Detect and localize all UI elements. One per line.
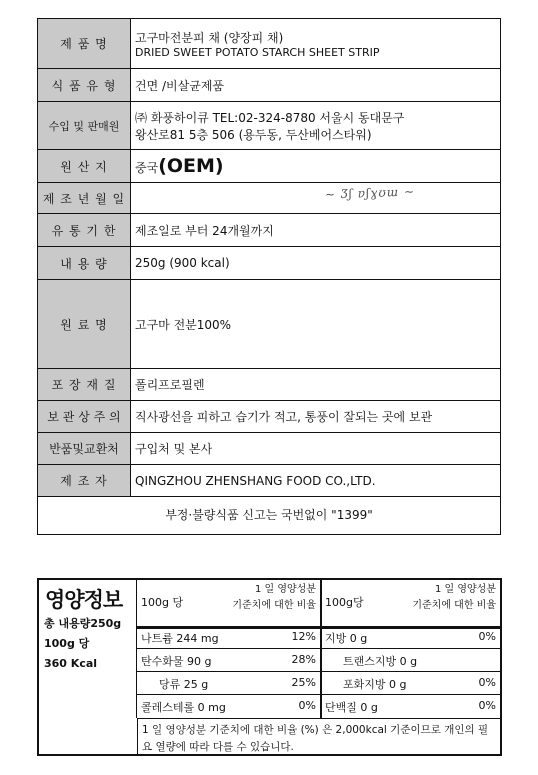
nutrition-per: 100g 당 <box>44 637 90 650</box>
storage-label: 보 관 상 주 의 <box>38 401 131 433</box>
nutrient-name: 탄수화물 90 g <box>141 655 212 668</box>
nutrient-percent: 25% <box>291 676 316 689</box>
nutrition-header-right <box>321 580 500 629</box>
manufacturer-value: QINGZHOU ZHENSHANG FOOD CO.,LTD. <box>131 465 501 497</box>
origin-country: 중국 <box>135 161 159 175</box>
row-ingredients <box>38 280 501 369</box>
row-origin <box>38 150 501 183</box>
header-right-label: 100g당 <box>325 596 364 609</box>
manufacturer-label: 제 조 자 <box>38 465 131 497</box>
food-type-value: 건면 /비살균제품 <box>131 69 501 102</box>
row-product-name <box>38 19 501 69</box>
nutrient-row <box>137 649 320 672</box>
nutrition-title: 영양정보 <box>45 587 123 612</box>
nutrient-percent: 0% <box>478 630 496 643</box>
row-expiry <box>38 214 501 247</box>
nutrient-name: 나트륨 244 mg <box>141 632 219 645</box>
row-manufacturer <box>38 465 501 497</box>
origin-label: 원 산 지 <box>38 150 131 183</box>
product-name-en: DRIED SWEET POTATO STARCH SHEET STRIP <box>135 45 380 59</box>
nutrient-percent: 0% <box>478 699 496 712</box>
importer-line-1: ㈜ 화풍하이큐 TEL:02-324-8780 서울시 동대문구 <box>135 110 405 125</box>
nutrient-percent: 0% <box>298 699 316 712</box>
origin-oem: (OEM) <box>158 155 224 177</box>
nutrient-percent: 0% <box>478 676 496 689</box>
nutrient-name: 지방 0 g <box>325 632 368 645</box>
manufacture-date-value <box>131 183 501 214</box>
nutrient-percent: 12% <box>291 630 316 643</box>
ingredients-label: 원 료 명 <box>38 280 131 369</box>
report-notice: 부정·불량식품 신고는 국번없이 "1399" <box>37 497 501 535</box>
nutrition-header-left <box>137 580 320 629</box>
row-return <box>38 433 501 465</box>
nutrition-total: 총 내용량250g <box>44 617 122 630</box>
manufacture-date-label: 제 조 년 월 일 <box>38 183 131 214</box>
nutrient-row <box>321 695 500 717</box>
return-value: 구입처 및 본사 <box>131 433 501 465</box>
row-packaging <box>38 369 501 401</box>
expiry-label: 유 통 기 한 <box>38 214 131 247</box>
food-type-label: 식 품 유 형 <box>38 69 131 102</box>
nutrient-name: 콜레스테롤 0 mg <box>141 701 226 714</box>
importer-line-2: 왕산로81 5층 506 (용두동, 두산베어스타워) <box>135 127 372 142</box>
product-name-ko: 고구마전분피 채 (양장피 채) <box>135 30 284 45</box>
header-left-dv-line1: 1 일 영양성분 <box>254 584 316 595</box>
nutrient-row <box>321 626 500 649</box>
nutrient-name: 포화지방 0 g <box>343 678 407 691</box>
nutrient-row <box>321 649 500 672</box>
return-label: 반품및교환처 <box>38 433 131 465</box>
product-info-table <box>37 18 501 497</box>
nutrition-footnote: 1 일 영양성분 기준치에 대한 비율 (%) 은 2,000kcal 기준이므로 개인의 필요 열량에 따라 다를 수 있습니다. <box>137 718 500 754</box>
nutrient-name: 단백질 0 g <box>325 701 378 714</box>
nutrition-facts-panel <box>37 578 502 756</box>
expiry-value: 제조일로 부터 24개월까지 <box>131 214 501 247</box>
nutrient-row <box>137 672 320 695</box>
packaging-value: 폴리프로필렌 <box>131 369 501 401</box>
column-divider <box>320 580 322 718</box>
header-right-dv-line1: 1 일 영양성분 <box>434 584 496 595</box>
nutrition-grid <box>137 580 500 718</box>
header-left-label: 100g 당 <box>141 596 184 609</box>
nutrient-percent: 28% <box>291 653 316 666</box>
packaging-label: 포 장 재 질 <box>38 369 131 401</box>
nutrient-name: 트랜스지방 0 g <box>343 655 418 668</box>
content-value: 250g (900 kcal) <box>131 247 501 280</box>
content-label: 내 용 량 <box>38 247 131 280</box>
header-right-dv-line2: 기준치에 대한 비율 <box>412 600 496 611</box>
nutrition-kcal: 360 Kcal <box>44 657 98 670</box>
row-content <box>38 247 501 280</box>
nutrient-row <box>321 672 500 695</box>
product-info-label <box>37 18 501 535</box>
row-manufacture-date <box>38 183 501 214</box>
storage-value: 직사광선을 피하고 습기가 적고, 통풍이 잘되는 곳에 보관 <box>131 401 501 433</box>
nutrient-name: 당류 25 g <box>159 678 209 691</box>
handwritten-signature: ~ Ʒʃ ɐʃɣʊɯ ~ <box>324 184 416 202</box>
header-left-dv-line2: 기준치에 대한 비율 <box>232 600 316 611</box>
row-food-type <box>38 69 501 102</box>
row-storage <box>38 401 501 433</box>
row-importer <box>38 102 501 150</box>
nutrient-row <box>137 626 320 649</box>
ingredients-value: 고구마 전분100% <box>131 280 501 369</box>
importer-label: 수입 및 판매원 <box>38 102 131 150</box>
nutrition-summary <box>39 580 137 718</box>
product-name-label: 제 품 명 <box>38 19 131 69</box>
nutrient-row <box>137 695 320 717</box>
